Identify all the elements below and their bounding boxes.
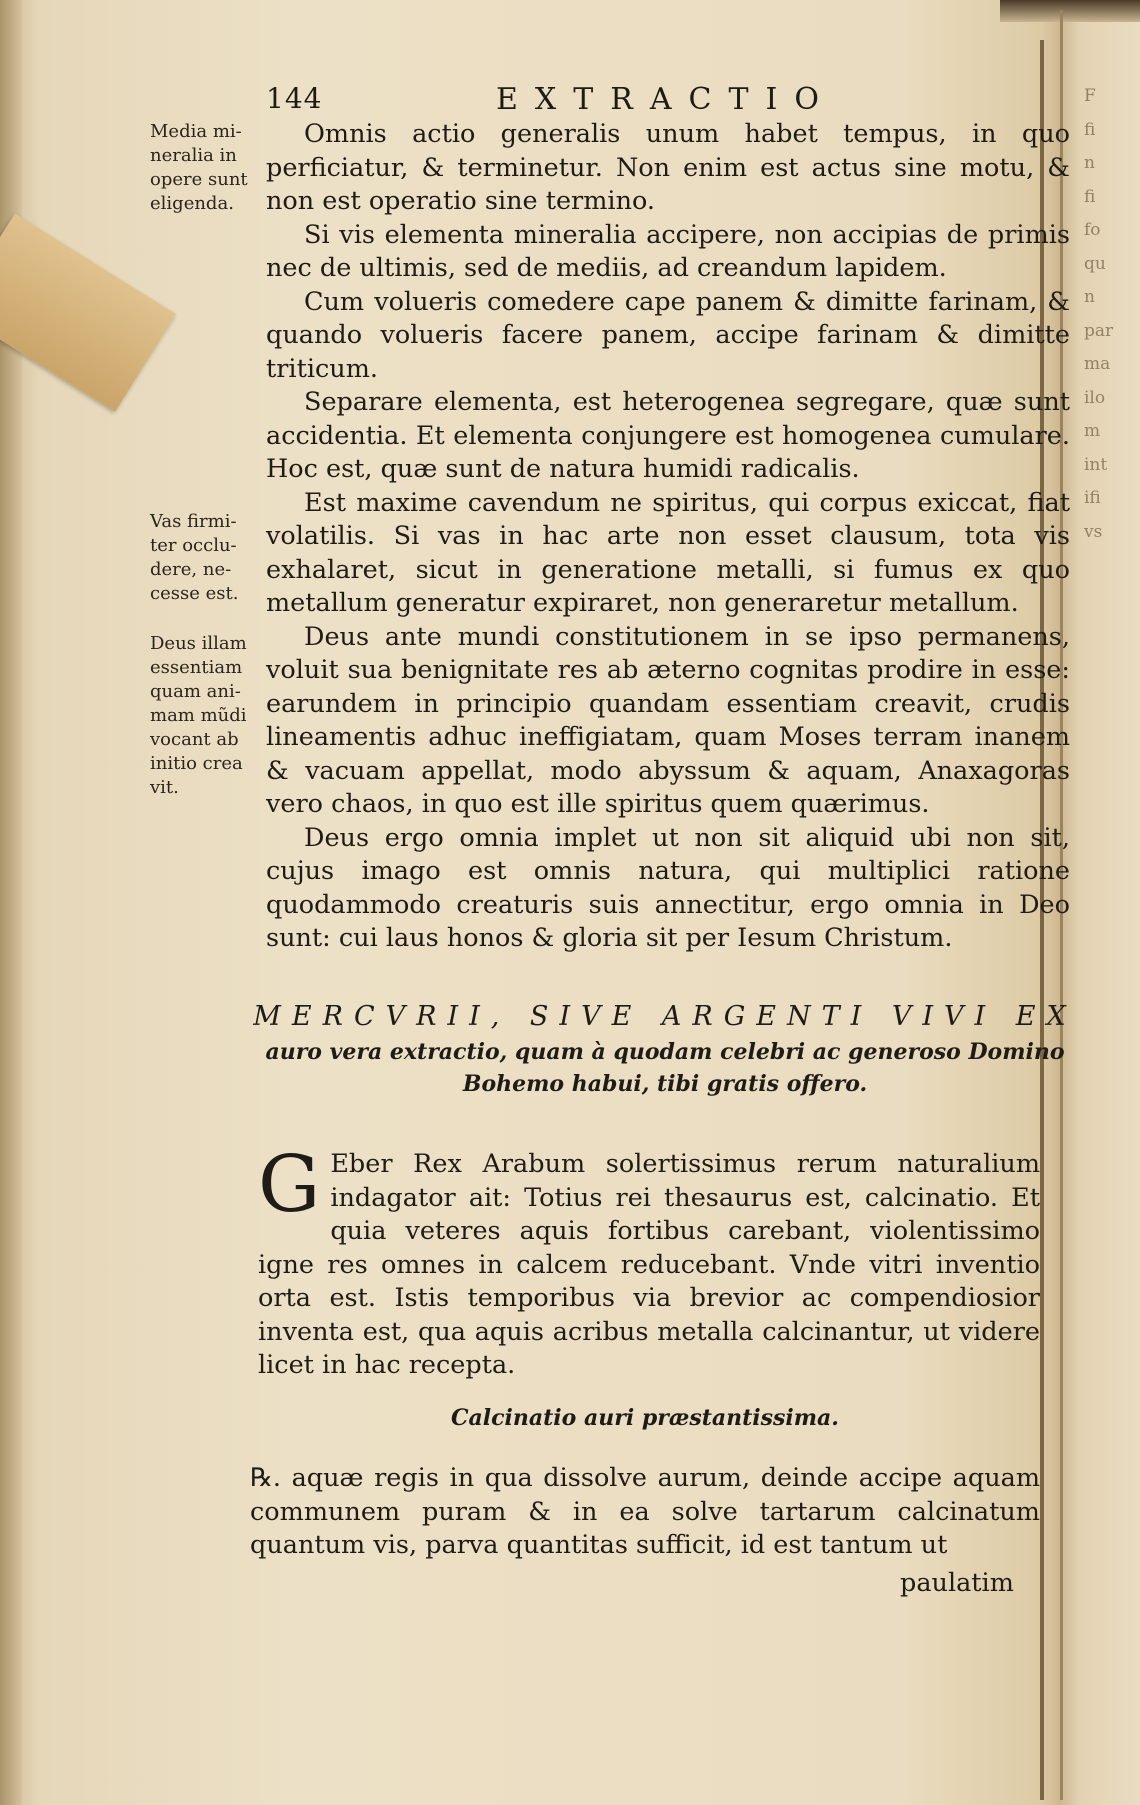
margin-note-1: Media mi- neralia in opere sunt eligenda. — [150, 121, 248, 214]
paragraph-5: Est maxime cavendum ne spiritus, qui corpus exiccat, fiat volatilis. Si vas in hac arte non esset clausum, tota vis exhalaret, sicut in generatione metalli, si fumus ex quo metallum generatur expiraret, non generaretur metallum. — [266, 487, 1070, 618]
margin-note-2: Vas firmi- ter occlu- dere, ne- cesse est. — [150, 511, 239, 604]
recipe-text-block — [250, 1462, 1040, 1563]
paragraph-3: Cum volueris comedere cape panem & dimitte farinam, & quando volueris facere panem, accipe farinam & dimitte triticum. — [266, 286, 1070, 384]
section-heading — [250, 998, 1080, 1100]
page-number: 144 — [266, 82, 323, 115]
section-title: MERCVRII, SIVE ARGENTI VIVI EX — [253, 1001, 1077, 1032]
paragraph-2: Si vis elementa mineralia accipere, non accipias de primis nec de ultimis, sed de mediis, ad creandum lapidem. — [266, 219, 1070, 283]
running-head: EXTRACTIO — [496, 82, 836, 117]
section-paragraph: Eber Rex Arabum solertissimus rerum naturalium indagator ait: Totius rei thesaurus est, calcinatio. Et quia veteres aquis fortibus carebant, violentissimo igne res omnes in calcem reducebant. Vnde vitri inventio orta est. Istis temporibus via brevior ac compendiosior inventa est, qua aquis acribus metalla calcinantur, ut videre licet in hac recepta. — [258, 1149, 1040, 1380]
page-corner-shadow — [1000, 0, 1140, 22]
paragraph-1: Omnis actio generalis unum habet tempus, in quo perficiatur, & terminetur. Non enim est actus sine motu, & non est operatio sine termino. — [266, 119, 1070, 216]
drop-cap: G — [258, 1140, 321, 1230]
section-subtitle: auro vera extractio, quam à quodam celebri ac generoso Domino Bohemo habui, tibi gratis offero. — [265, 1039, 1065, 1097]
facing-page-bleed: F fi n fi fo qu n par ma ilo m int ifi vs — [1084, 86, 1114, 542]
main-text-block — [266, 118, 1070, 956]
paragraph-6: Deus ante mundi constitutionem in se ipso permanens, voluit sua benignitate res ab æterno cognitas prodire in esse: earundem in principio quandam essentiam creavit, crudis lineamentis adhuc ineffigiatam, quam Moses terram inanem & vacuam appellat, modo abyssum & aquam, Anaxagoras vero chaos, in quo est ille spiritus quem quærimus. — [266, 621, 1070, 819]
section-text-block — [258, 1140, 1040, 1383]
paragraph-7: Deus ergo omnia implet ut non sit aliquid ubi non sit, cujus imago est omnis natura, qui multiplici ratione quodammodo creaturis suis annectitur, ergo omnia in Deo sunt: cui laus honos & gloria sit per Iesum Christum. — [266, 822, 1070, 953]
wooden-page-holder — [0, 213, 176, 411]
recipe-paragraph: ℞. aquæ regis in qua dissolve aurum, deinde accipe aquam communem puram & in ea solve tartarum calcinatum quantum vis, parva quantitas sufficit, id est tantum ut — [250, 1463, 1040, 1560]
paragraph-4: Separare elementa, est heterogenea segregare, quæ sunt accidentia. Et elementa conjungere est homogenea cumulare. Hoc est, quæ sunt de natura humidi radicalis. — [266, 387, 1070, 484]
recipe-title: Calcinatio auri præstantissima. — [451, 1405, 839, 1431]
margin-note-3: Deus illam essentiam quam ani- mam mũdi vocant ab initio crea vit. — [150, 633, 247, 798]
catchword: paulatim — [900, 1568, 1014, 1598]
